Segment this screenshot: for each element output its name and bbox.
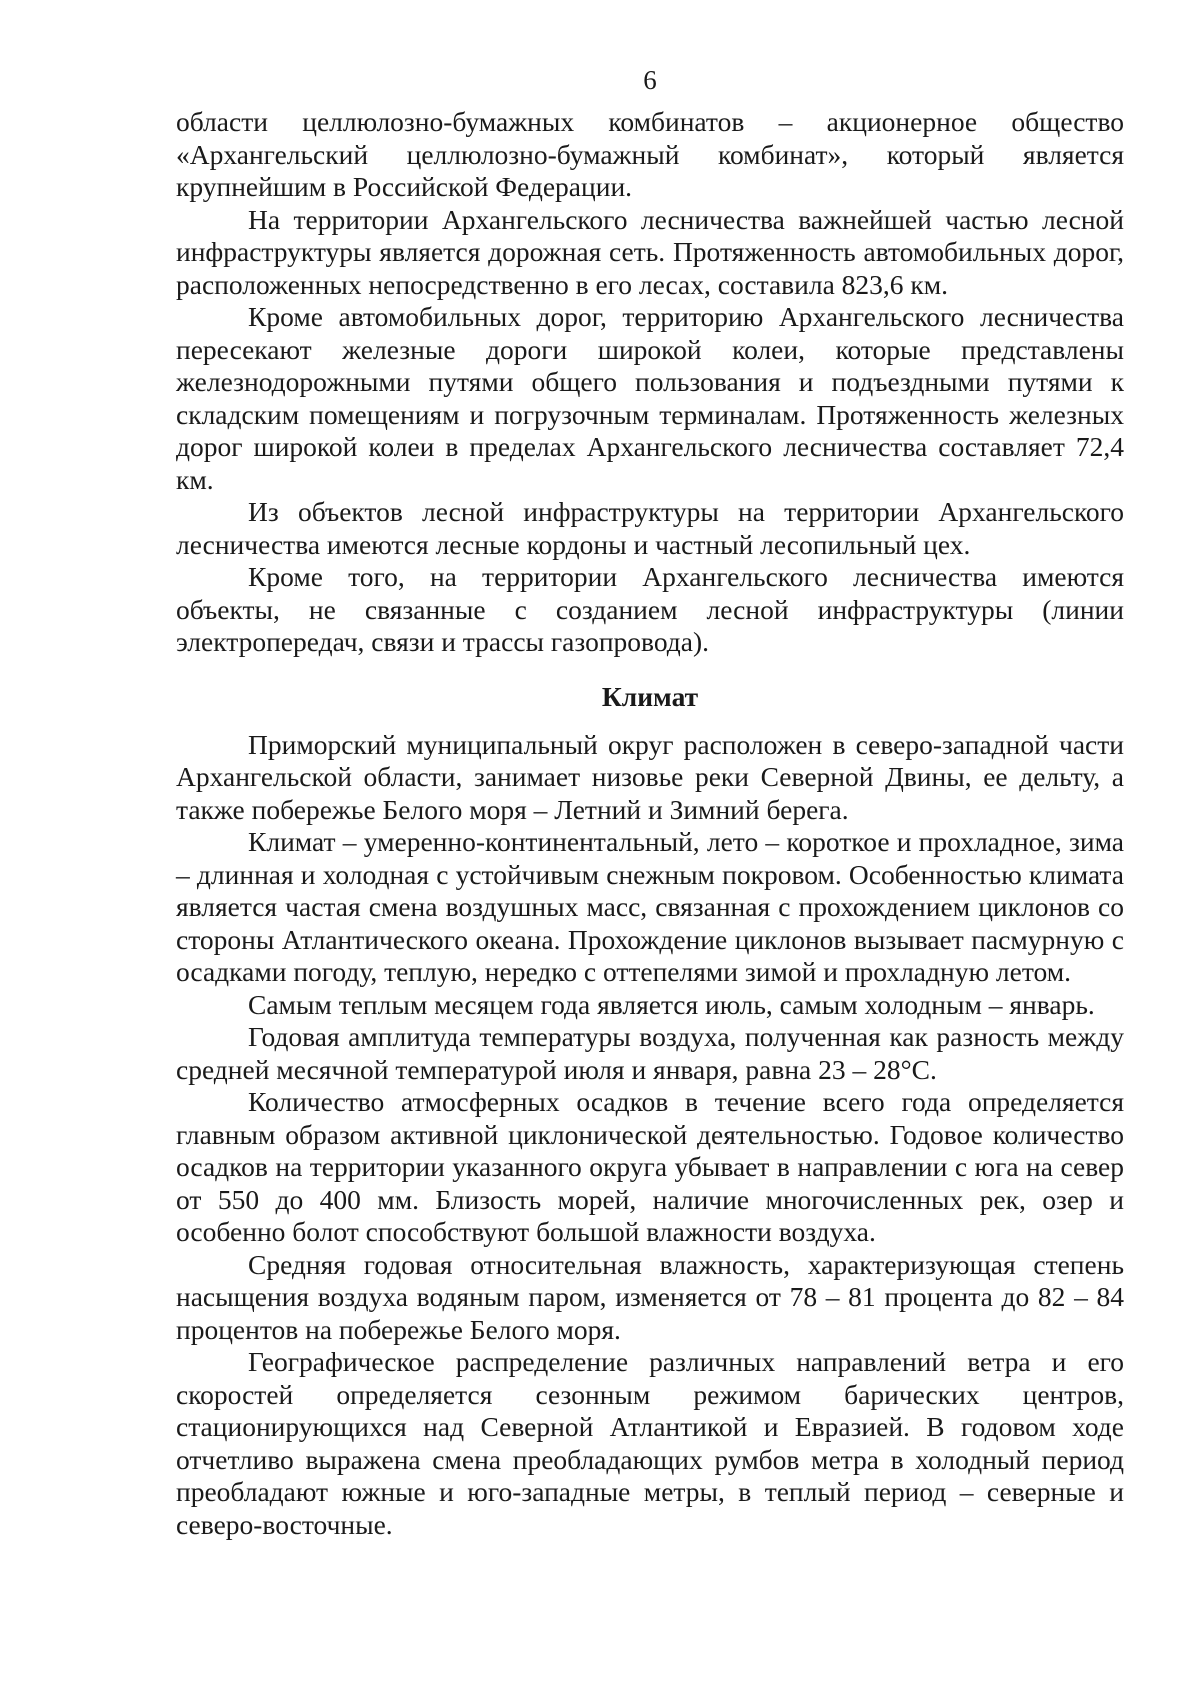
section-heading-climate: Климат bbox=[601, 680, 699, 712]
paragraph-humidity: Средняя годовая относительная влажность, характеризующая степень насыщения воздуха водяным паром, изменяется от 78 – 81 процента до 82 – 84 процентов на побережье Белого моря. bbox=[176, 1248, 1124, 1345]
paragraph-location: Приморский муниципальный округ расположен в северо-западной части Архангельской области, занимает низовье реки Северной Двины, ее дельту, а также побережье Белого моря – Летний и Зимний берега. bbox=[176, 728, 1124, 825]
document-page bbox=[176, 60, 1124, 1541]
paragraph-precipitation: Количество атмосферных осадков в течение всего года определяется главным образом активной циклонической деятельностью. Годовое количество осадков на территории указанного округа убывает в направлении с юга на север от 550 до 400 мм. Близость морей, наличие многочисленных рек, озер и особенно болот способствуют большой влажности воздуха. bbox=[176, 1086, 1124, 1247]
paragraph-railways: Кроме автомобильных дорог, территорию Архангельского лесничества пересекают железные дороги широкой колеи, которые представлены железнодорожными путями общего пользования и подъездными путями к складским помещениям и погрузочным терминалам. Протяженность железных дорог широкой колеи в пределах Архангельского лесничества составляет 72,4 км. bbox=[176, 301, 1124, 495]
paragraph-forest-infrastructure: Из объектов лесной инфраструктуры на территории Архангельского лесничества имеются лесные кордоны и частный лесопильный цех. bbox=[176, 496, 1124, 560]
paragraph-continuation: области целлюлозно-бумажных комбинатов – акционерное общество «Архангельский целлюлозно-бумажный комбинат», который является крупнейшим в Российской Федерации. bbox=[176, 106, 1124, 202]
paragraph-warmest-coldest-month: Самым теплым месяцем года является июль, самым холодным – январь. bbox=[248, 988, 1095, 1020]
paragraph-wind: Географическое распределение различных направлений ветра и его скоростей определяется сезонным режимом барических центров, стационирующихся над Северной Атлантикой и Евразией. В годовом ходе отчетливо выражена смена преобладающих румбов метра в холодный период преобладают южные и юго-западные метры, в теплый период – северные и северо-восточные. bbox=[176, 1346, 1124, 1540]
page-number: 6 bbox=[643, 65, 657, 95]
paragraph-other-objects: Кроме того, на территории Архангельского лесничества имеются объекты, не связанные с созданием лесной инфраструктуры (линии электропередач, связи и трассы газопровода). bbox=[176, 561, 1124, 657]
paragraph-climate-type: Климат – умеренно-континентальный, лето – короткое и прохладное, зима – длинная и холодная с устойчивым снежным покровом. Особенностью климата является частая смена воздушных масс, связанная с прохождением циклонов со стороны Атлантического океана. Прохождение циклонов вызывает пасмурную с осадками погоду, теплую, нередко с оттепелями зимой и прохладную летом. bbox=[176, 826, 1124, 987]
paragraph-road-network: На территории Архангельского лесничества важнейшей частью лесной инфраструктуры является дорожная сеть. Протяженность автомобильных дорог, расположенных непосредственно в его лесах, составила 823,6 км. bbox=[176, 203, 1124, 300]
paragraph-temperature-amplitude: Годовая амплитуда температуры воздуха, полученная как разность между средней месячной температурой июля и января, равна 23 – 28°С. bbox=[176, 1021, 1124, 1085]
